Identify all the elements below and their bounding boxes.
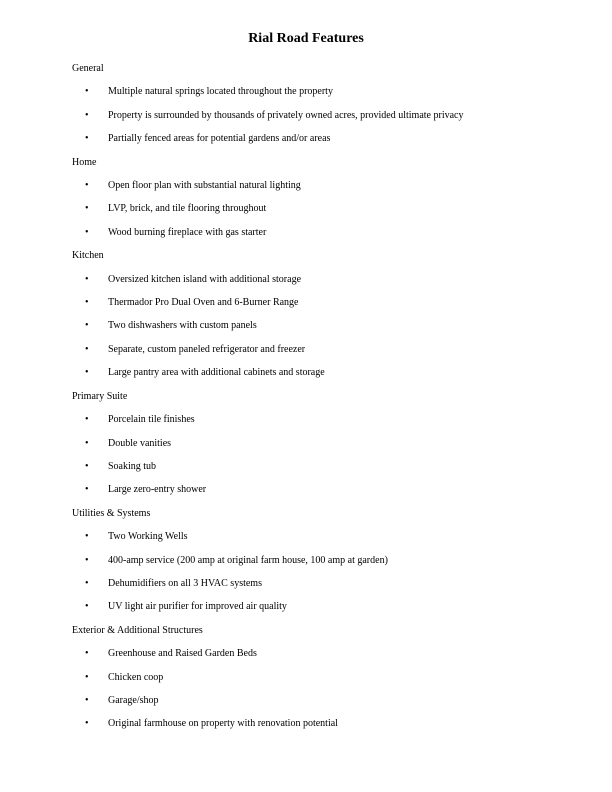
list-item bbox=[72, 642, 558, 665]
section-heading: Home bbox=[72, 156, 97, 168]
list-item bbox=[72, 291, 558, 314]
section-heading: Primary Suite bbox=[72, 390, 128, 402]
list-item bbox=[72, 197, 558, 220]
list-item bbox=[72, 314, 558, 337]
list-item-text: Soaking tub bbox=[108, 460, 157, 472]
list-item bbox=[72, 525, 558, 548]
list-item-text: LVP, brick, and tile flooring throughout bbox=[108, 203, 267, 215]
bullet-icon: • bbox=[85, 671, 89, 683]
list-item-text: Large pantry area with additional cabinets and storage bbox=[108, 367, 325, 379]
list-item bbox=[72, 666, 558, 689]
bullet-icon: • bbox=[85, 648, 89, 660]
bullet-icon: • bbox=[85, 133, 89, 145]
list-item-text: UV light air purifier for improved air quality bbox=[108, 601, 287, 613]
list-item bbox=[72, 549, 558, 572]
bullet-icon: • bbox=[85, 180, 89, 192]
section-heading: Kitchen bbox=[72, 250, 104, 262]
bullet-icon: • bbox=[85, 484, 89, 496]
list-item bbox=[72, 361, 558, 384]
list-item bbox=[72, 455, 558, 478]
list-item bbox=[72, 478, 558, 501]
list-item-text: Original farmhouse on property with renovation potential bbox=[108, 718, 338, 730]
list-item-text: Separate, custom paneled refrigerator and freezer bbox=[108, 343, 306, 355]
document-body bbox=[72, 57, 558, 736]
bullet-icon: • bbox=[85, 367, 89, 379]
list-item-text: Two Working Wells bbox=[108, 531, 188, 543]
bullet-icon: • bbox=[85, 109, 89, 121]
bullet-icon: • bbox=[85, 273, 89, 285]
bullet-icon: • bbox=[85, 554, 89, 566]
list-item-text: Wood burning fireplace with gas starter bbox=[108, 226, 267, 238]
list-item bbox=[72, 689, 558, 712]
bullet-icon: • bbox=[85, 460, 89, 472]
list-item-text: Property is surrounded by thousands of privately owned acres, provided ultimate privacy bbox=[108, 109, 464, 121]
page-title: Rial Road Features bbox=[248, 31, 364, 46]
list-item-text: Greenhouse and Raised Garden Beds bbox=[108, 648, 257, 660]
section-heading: Utilities & Systems bbox=[72, 507, 151, 519]
bullet-icon: • bbox=[85, 601, 89, 613]
section-heading: Exterior & Additional Structures bbox=[72, 624, 203, 636]
bullet-icon: • bbox=[85, 414, 89, 426]
bullet-icon: • bbox=[85, 718, 89, 730]
bullet-icon: • bbox=[85, 343, 89, 355]
list-item-text: Porcelain tile finishes bbox=[108, 414, 195, 426]
list-item bbox=[72, 432, 558, 455]
list-item-text: Garage/shop bbox=[108, 694, 159, 706]
list-item-text: Partially fenced areas for potential gardens and/or areas bbox=[108, 133, 331, 145]
list-item-text: Double vanities bbox=[108, 437, 172, 449]
section-heading: General bbox=[72, 63, 104, 74]
list-item bbox=[72, 338, 558, 361]
list-item-text: Open floor plan with substantial natural lighting bbox=[108, 180, 301, 192]
list-item bbox=[72, 268, 558, 291]
bullet-icon: • bbox=[85, 320, 89, 332]
list-item-text: Thermador Pro Dual Oven and 6-Burner Range bbox=[108, 297, 299, 309]
list-item-text: Dehumidifiers on all 3 HVAC systems bbox=[108, 577, 262, 589]
bullet-icon: • bbox=[85, 226, 89, 238]
list-item bbox=[72, 595, 558, 618]
list-item-text: Multiple natural springs located throughout the property bbox=[108, 86, 333, 98]
list-item bbox=[72, 712, 558, 735]
list-item bbox=[72, 127, 558, 150]
bullet-icon: • bbox=[85, 203, 89, 215]
bullet-icon: • bbox=[85, 86, 89, 98]
list-item-text: Large zero-entry shower bbox=[108, 484, 207, 496]
list-item bbox=[72, 174, 558, 197]
list-item bbox=[72, 408, 558, 431]
bullet-icon: • bbox=[85, 297, 89, 309]
list-item-text: Oversized kitchen island with additional storage bbox=[108, 273, 302, 285]
bullet-icon: • bbox=[85, 577, 89, 589]
list-item-text: Two dishwashers with custom panels bbox=[108, 320, 257, 332]
list-item-text: Chicken coop bbox=[108, 671, 164, 683]
list-item bbox=[72, 572, 558, 595]
list-item bbox=[72, 221, 558, 244]
list-item-text: 400-amp service (200 amp at original farm house, 100 amp at garden) bbox=[108, 554, 388, 566]
list-item bbox=[72, 80, 558, 103]
bullet-icon: • bbox=[85, 531, 89, 543]
bullet-icon: • bbox=[85, 694, 89, 706]
list-item bbox=[72, 104, 558, 127]
bullet-icon: • bbox=[85, 437, 89, 449]
